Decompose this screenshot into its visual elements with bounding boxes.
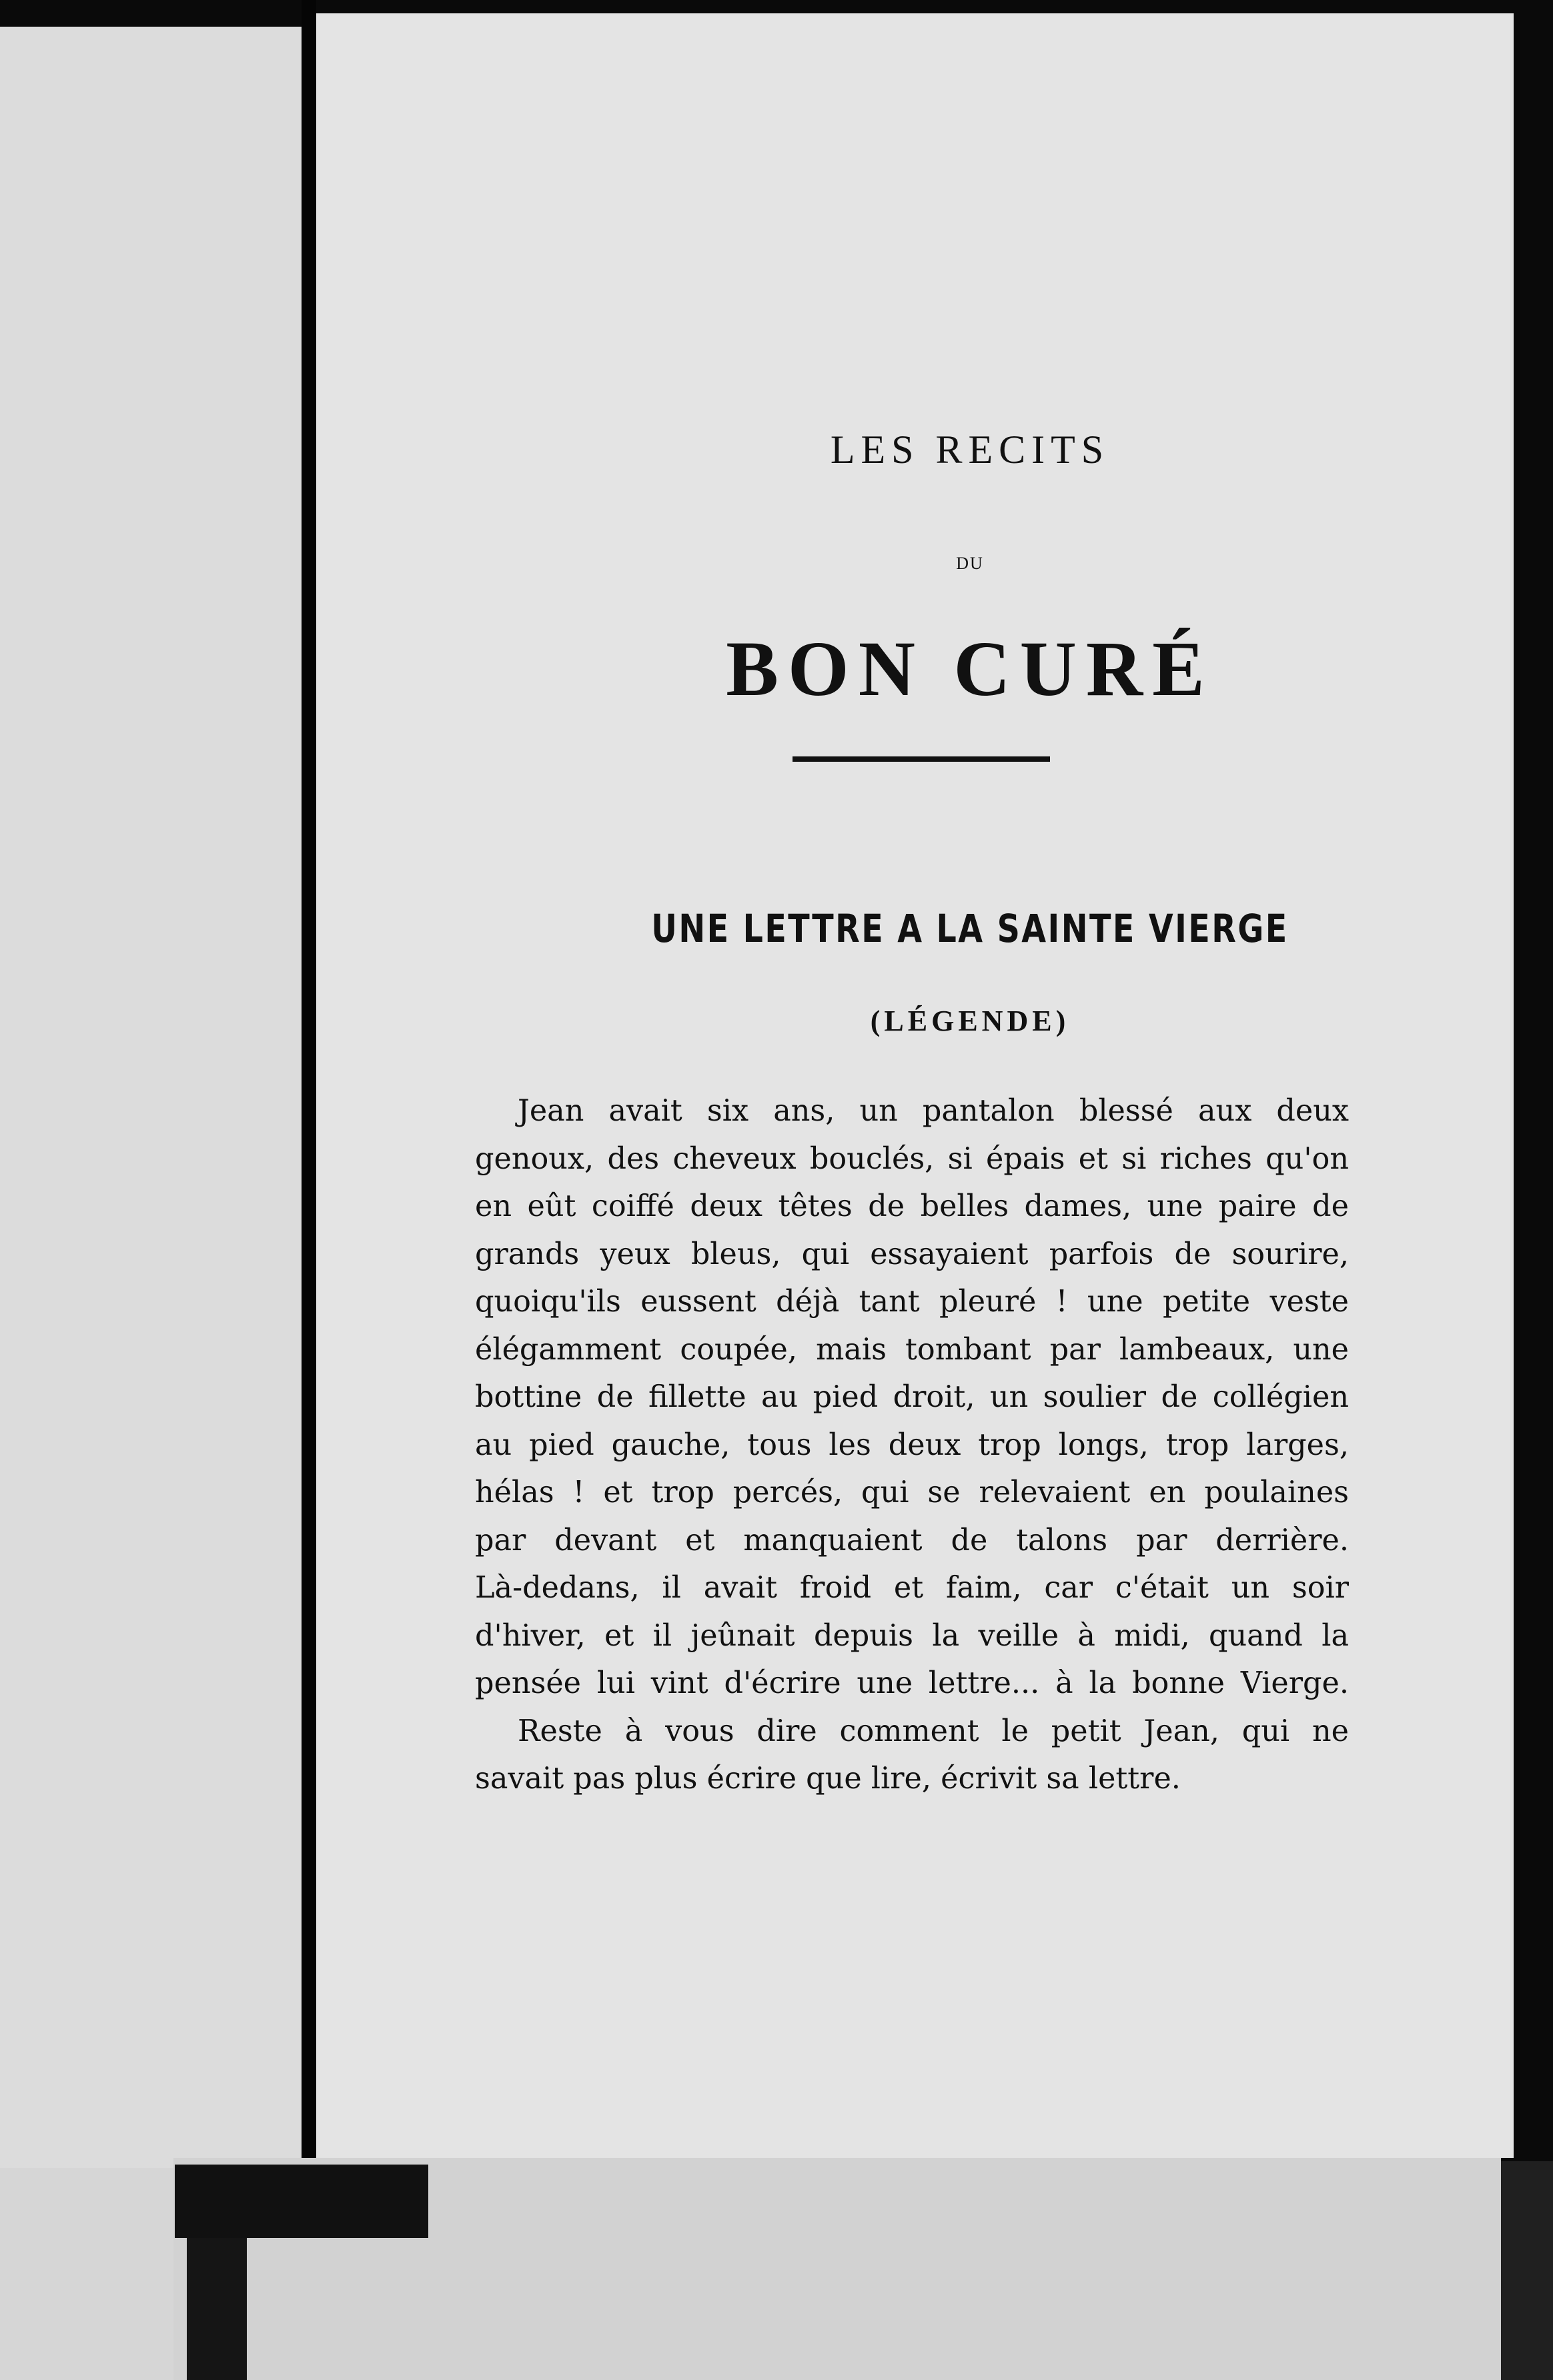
- scan-shadow: [187, 2238, 247, 2380]
- body-line: bottine de fillette au pied droit, un soulier de collégien: [475, 1380, 1349, 1414]
- body-line: au pied gauche, tous les deux trop longs, trop larges,: [475, 1427, 1349, 1462]
- scan-shadow: [175, 2165, 428, 2238]
- page-edge-stack: [1501, 2161, 1553, 2380]
- body-line: en eût coiffé deux têtes de belles dames, une paire de: [475, 1189, 1349, 1223]
- book-gutter: [302, 0, 316, 2168]
- story-title: UNE LETTRE A LA SAINTE VIERGE: [651, 906, 1289, 951]
- body-line: hélas ! et trop percés, qui se relevaient en poulaines: [475, 1475, 1349, 1510]
- body-line: grands yeux bleus, qui essayaient parfois de sourire,: [475, 1237, 1349, 1271]
- series-main-title: BON CURÉ: [726, 625, 1214, 712]
- body-line: Jean avait six ans, un pantalon blessé aux deux: [518, 1094, 1349, 1128]
- facing-page: [0, 27, 302, 2168]
- body-line: quoiqu'ils eussent déjà tant pleuré ! une petite veste: [475, 1285, 1349, 1319]
- title-rule: [793, 756, 1050, 762]
- body-line: savait pas plus écrire que lire, écrivit sa lettre.: [475, 1762, 1181, 1796]
- body-line: Là-dedans, il avait froid et faim, car c'était un soir: [475, 1571, 1349, 1605]
- series-title: LES RECITS: [830, 428, 1110, 472]
- body-line: élégamment coupée, mais tombant par lambeaux, une: [475, 1332, 1349, 1367]
- series-connector: DU: [956, 554, 984, 573]
- body-line: pensée lui vint d'écrire une lettre... à la bonne Vierge.: [475, 1666, 1349, 1700]
- story-subtitle: (LÉGENDE): [870, 1005, 1070, 1037]
- body-line: Reste à vous dire comment le petit Jean, qui ne: [518, 1714, 1349, 1748]
- facing-page-bottom: [0, 2168, 173, 2380]
- book-page: [316, 13, 1514, 2158]
- body-line: genoux, des cheveux bouclés, si épais et si riches qu'on: [475, 1141, 1349, 1176]
- story-body: [475, 1087, 1349, 1803]
- body-line: d'hiver, et il jeûnait depuis la veille à midi, quand la: [475, 1618, 1349, 1653]
- body-line: par devant et manquaient de talons par derrière.: [475, 1523, 1349, 1558]
